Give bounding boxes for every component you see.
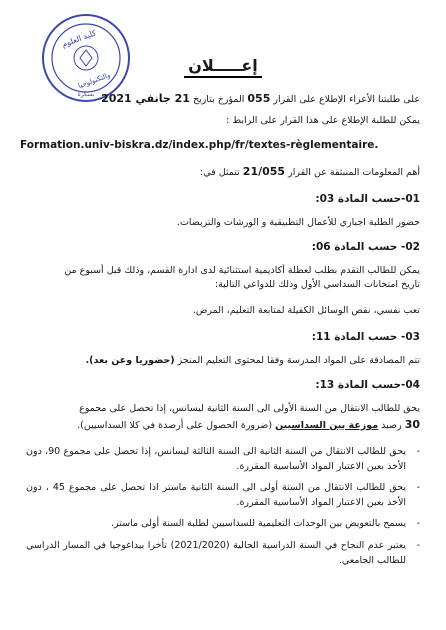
- list-item: - يسمح بالتعويض بين الوحدات التعليمية للسداسيين لطلبة السنة أولى ماستر.: [110, 518, 420, 529]
- section-2-text-2: تاريخ امتحانات السداسي الأول وذلك للدواعي التالية:: [214, 279, 420, 290]
- section-3-text: تتم المصادقة على المواد المدرسة وفقا لمحتوى التعليم المنجز (حضوريا وعن بعد).: [85, 355, 420, 366]
- intro-line-2: يمكن للطلبة الإطلاع على هذا القرار على الرابط :: [226, 115, 420, 126]
- regulation-link[interactable]: Formation.univ-biskra.dz/index.php/fr/textes-règlementaire.: [20, 139, 379, 151]
- section-1-heading: 01-حسب المادة 03:: [315, 193, 420, 205]
- section-1-text: حضور الطلبة اجباري للأعمال التطبيقية و الورشات والتربصات.: [176, 217, 420, 228]
- section-3-heading: 03- حسب المادة 11:: [311, 331, 420, 343]
- section-4-text-1: يحق للطالب الانتقال من السنة الأولى الى السنة الثانية ليسانس، إذا تحصل على مجموع: [79, 403, 420, 414]
- stamp-text-side: بسكرة: [77, 91, 95, 98]
- list-item: - يحق للطالب الانتقال من السنة الثانية الى السنة الثالثة ليسانس، إذا تحصل على مجموع 90، دون الأخذ بعين الاعتبار المواد الأساسية المقررة.: [26, 446, 420, 472]
- intro-line-3: أهم المعلومات المنبثقة عن القرار 21/055 تتمثل في:: [200, 165, 420, 178]
- stamp-text-top: كلية العلوم: [60, 28, 98, 50]
- section-4-heading: 04-حسب المادة 13:: [315, 379, 420, 391]
- page-title: إعـــــلان: [0, 56, 446, 78]
- list-item: - يحق للطالب الانتقال من السنة أولى الى السنة الثانية ماستر اذا تحصل على مجموع 45 ، دون الأخذ بعين الاعتبار المواد الأساسية المقررة.: [26, 482, 420, 508]
- stamp-text-mid: والتكنولوجيا: [77, 71, 112, 91]
- section-4-text-2: 30 رصيد موزعة بين السداسيين (ضرورة الحصول على أرصدة في كلا السداسيين).: [77, 418, 420, 431]
- intro-line-1: على طلبتنا الأعزاء الإطلاع على القرار 055 المؤرخ بتاريخ 21 جانفي 2021: [101, 92, 420, 105]
- section-2-text-1: يمكن للطالب التقدم بطلب لعطلة أكاديمية استثنائية لدى ادارة القسم، وذلك قبل أسبوع من: [64, 265, 420, 276]
- section-2-text-3: تعب نفسي، نقص الوسائل الكفيلة لمتابعة التعليم، المرض.: [192, 305, 420, 316]
- list-item: - يعتبر عدم النجاح في السنة الدراسية الحالية (2021/2020) تأخرا بيداغوجيا في المسار الدراسي للطالب الجامعي.: [26, 540, 420, 566]
- section-2-heading: 02- حسب المادة 06:: [311, 241, 420, 253]
